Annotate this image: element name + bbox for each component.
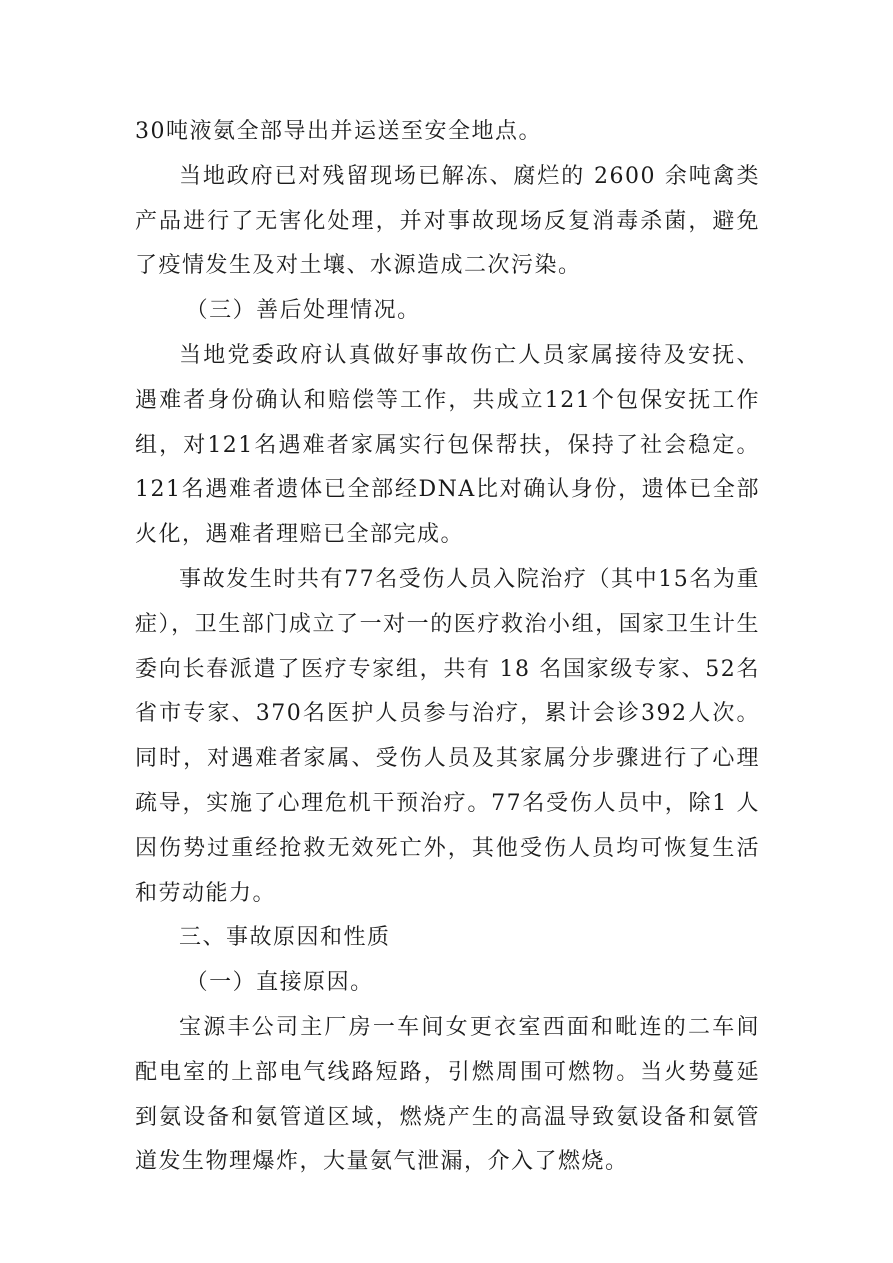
paragraph-harmless-treatment: 当地政府已对残留现场已解冻、腐烂的 2600 余吨禽类产品进行了无害化处理，并对事故现场反复消毒杀菌，避免了疫情发生及对土壤、水源造成二次污染。 xyxy=(135,163,760,279)
paragraph-victim-families: 当地党委政府认真做好事故伤亡人员家属接待及安抚、遇难者身份确认和赔偿等工作，共成立121个包保安抚工作组，对121名遇难者家属实行包保帮扶，保持了社会稳定。121名遇难者遗体已全部经DNA比对确认身份，遗体已全部火化，遇难者理赔已全部完成。 xyxy=(135,342,760,548)
section-heading-causes: 三、事故原因和性质 xyxy=(179,925,391,951)
section-heading-aftermath: （三）善后处理情况。 xyxy=(185,298,421,324)
paragraph-direct-cause: 宝源丰公司主厂房一车间女更衣室西面和毗连的二车间配电室的上部电气线路短路，引燃周围可燃物。当火势蔓延到氨设备和氨管道区域，燃烧产生的高温导致氨设备和氨管道发生物理爆炸，大量氨气泄漏，介入了燃烧。 xyxy=(135,1014,760,1175)
paragraph-continuation: 30吨液氨全部导出并运送至安全地点。 xyxy=(135,119,542,144)
paragraph-injured-treatment: 事故发生时共有77名受伤人员入院治疗（其中15名为重症），卫生部门成立了一对一的医疗救治小组，国家卫生计生委向长春派遣了医疗专家组，共有 18 名国家级专家、52名省市专家、370名医护人员参与治疗，累计会诊392人次。同时，对遇难者家属、受伤人员及其家属分步骤进行了心理疏导，实施了心理危机干预治疗。77名受伤人员中，除1 人因伤势过重经抢救无效死亡外，其他受伤人员均可恢复生活和劳动能力。 xyxy=(135,566,760,906)
document-body xyxy=(135,110,760,1185)
section-heading-direct-cause: （一）直接原因。 xyxy=(185,970,374,996)
